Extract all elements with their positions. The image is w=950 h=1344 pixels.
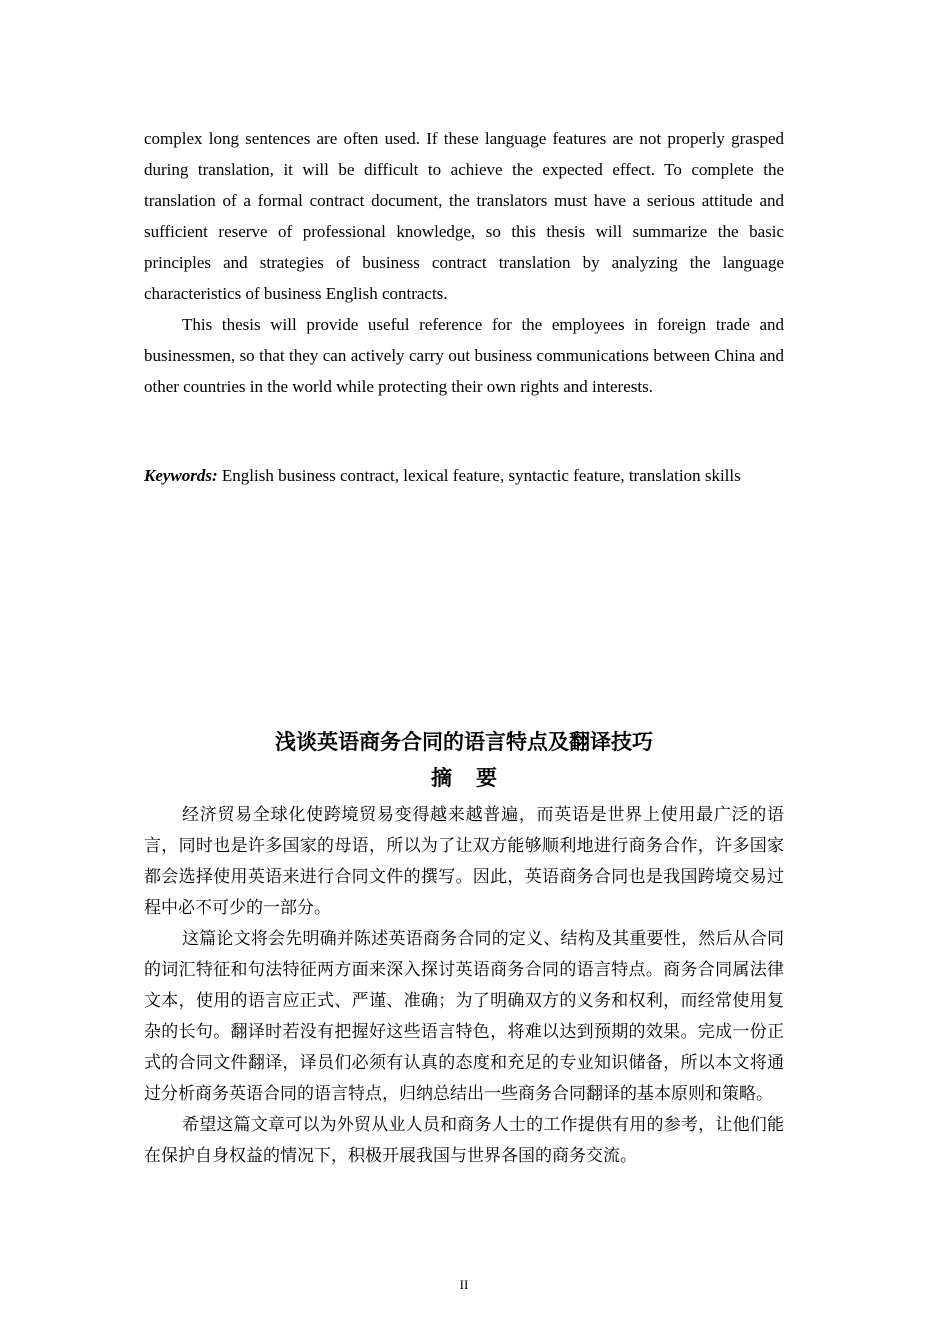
chinese-abstract-heading: 摘要 — [431, 766, 521, 790]
page-number: II — [459, 1277, 469, 1292]
keywords-label: Keywords: — [144, 466, 218, 485]
chinese-abstract-paragraph-2: 这篇论文将会先明确并陈述英语商务合同的定义、结构及其重要性，然后从合同的词汇特征和句法特征两方面来深入探讨英语商务合同的语言特点。商务合同属法律文本，使用的语言应正式、严谨、准确；为了明确双方的义务和权利，而经常使用复杂的长句。翻译时若没有把握好这些语言特色，将难以达到预期的效果。完成一份正式的合同文件翻译，译员们必须有认真的态度和充足的专业知识储备，所以本文将通过分析商务英语合同的语言特点，归纳总结出一些商务合同翻译的基本原则和策略。 — [144, 929, 784, 1104]
chinese-thesis-title: 浅谈英语商务合同的语言特点及翻译技巧 — [275, 730, 653, 754]
chinese-abstract-body — [144, 800, 784, 1172]
english-abstract-body — [144, 123, 784, 402]
english-abstract-paragraph-1: complex long sentences are often used. If these language features are not properly grasped during translation, it will be difficult to achieve the expected effect. To complete the translation of a formal contract document, the translators must have a serious attitude and sufficient reserve of professional knowledge, so this thesis will summarize the basic principles and strategies of business contract translation by analyzing the language characteristics of business English contracts. — [144, 129, 784, 303]
chinese-abstract-paragraph-1: 经济贸易全球化使跨境贸易变得越来越普遍，而英语是世界上使用最广泛的语言，同时也是许多国家的母语，所以为了让双方能够顺利地进行商务合作，许多国家都会选择使用英语来进行合同文件的撰写。因此，英语商务合同也是我国跨境交易过程中必不可少的一部分。 — [144, 805, 784, 918]
keywords-text: English business contract, lexical feature, syntactic feature, translation skills — [221, 466, 741, 485]
chinese-abstract-paragraph-3: 希望这篇文章可以为外贸从业人员和商务人士的工作提供有用的参考，让他们能在保护自身权益的情况下，积极开展我国与世界各国的商务交流。 — [144, 1115, 784, 1166]
english-keywords — [144, 460, 784, 491]
english-abstract-paragraph-2: This thesis will provide useful reference for the employees in foreign trade and businessmen, so that they can actively carry out business communications between China and other countries in the world while protecting their own rights and interests. — [144, 315, 784, 396]
